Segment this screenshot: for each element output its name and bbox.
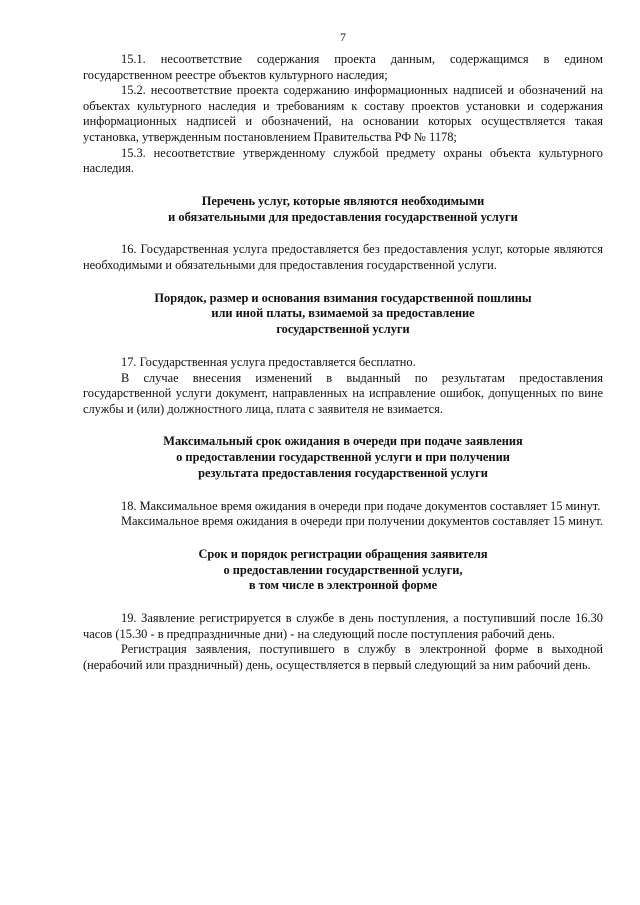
paragraph: 17. Государственная услуга предоставляется бесплатно. <box>121 354 416 369</box>
section-heading <box>83 547 603 594</box>
section-heading-line: Порядок, размер и основания взимания государственной пошлины <box>154 290 532 305</box>
section-heading-line: государственной услуги <box>276 322 410 337</box>
section-heading-line: Срок и порядок регистрации обращения заявителя <box>198 546 488 561</box>
paragraph: Регистрация заявления, поступившего в службу в электронной форме в выходной (нерабочий или праздничный) день, осуществляется в первый следующий за ним рабочий день. <box>83 642 603 673</box>
section-heading-line: о предоставлении государственной услуги и при получении <box>176 450 510 465</box>
paragraph: 15.2. несоответствие проекта содержанию информационных надписей и обозначений на объектах культурного наследия и требованиям к составу проектов установки и содержания информационных надписей и обозначений, на основании которых осуществляется такая установка, утвержденным постановлением Правительства РФ № 1178; <box>83 83 603 144</box>
section-heading-line: Перечень услуг, которые являются необходимыми <box>201 193 485 208</box>
section-heading-line: или иной платы, взимаемой за предоставление <box>211 306 475 321</box>
section-heading-line: и обязательными для предоставления государственной услуги <box>168 209 518 224</box>
section-heading <box>83 434 603 481</box>
section-heading-line: результата предоставления государственной услуги <box>198 465 488 480</box>
paragraph: Максимальное время ожидания в очереди при получении документов составляет 15 минут. <box>121 514 603 529</box>
section-heading-line: о предоставлении государственной услуги, <box>223 562 463 577</box>
section-heading <box>83 291 603 338</box>
paragraph: 15.3. несоответствие утвержденному службой предмету охраны объекта культурного наследия. <box>83 145 603 176</box>
section-heading-line: в том числе в электронной форме <box>248 578 438 593</box>
document-body <box>83 52 603 674</box>
paragraph: 16. Государственная услуга предоставляется без предоставления услуг, которые являются необходимыми и обязательными для предоставления государственной услуги. <box>83 242 603 272</box>
paragraph: 15.1. несоответствие содержания проекта данным, содержащимся в едином государственном реестре объектов культурного наследия; <box>83 52 603 82</box>
paragraph: В случае внесения изменений в выданный по результатам предоставления государственной услуги документ, направленных на исправление ошибок, допущенных по вине службы и (или) должностного лица, плата с заявителя не взимается. <box>83 370 603 416</box>
section-heading <box>83 194 603 226</box>
paragraph: 19. Заявление регистрируется в службе в день поступления, а поступивший после 16.30 часов (15.30 - в предпраздничные дни) - на следующий после поступления рабочий день. <box>83 611 603 641</box>
paragraph: 18. Максимальное время ожидания в очереди при подаче документов составляет 15 минут. <box>121 498 601 513</box>
section-heading-line: Максимальный срок ожидания в очереди при подаче заявления <box>163 434 523 449</box>
page-number: 7 <box>340 30 346 44</box>
